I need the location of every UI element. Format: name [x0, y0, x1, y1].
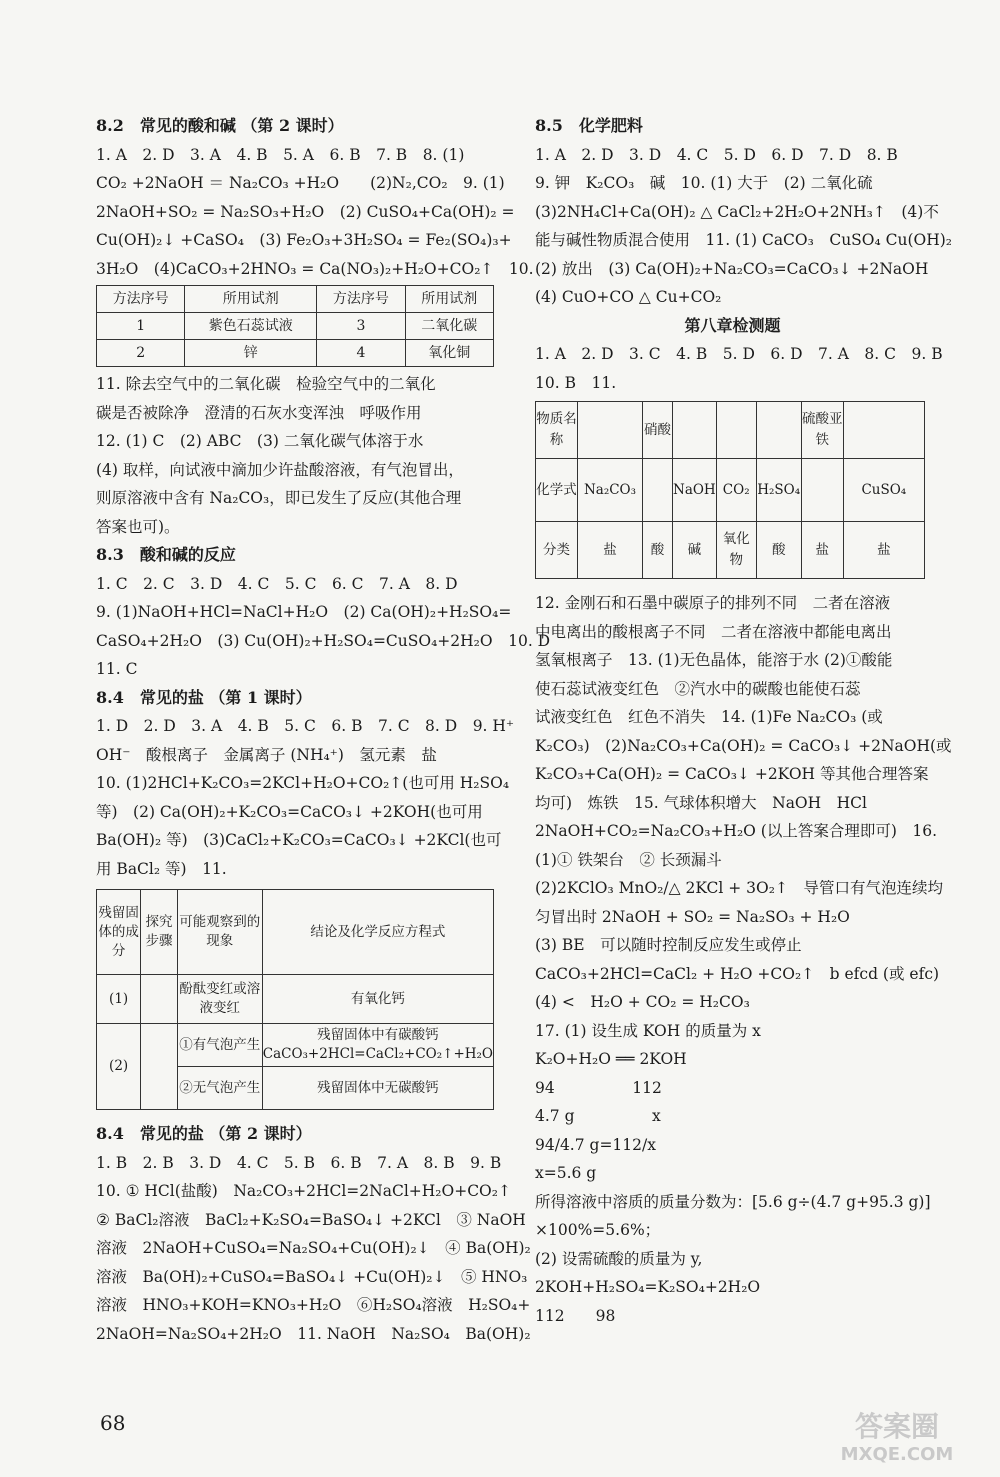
answer-line: 94 112 — [535, 1078, 662, 1097]
answer-line: 3H₂O (4)CaCO₃+2HNO₃ = Ca(NO₃)₂+H₂O+CO₂↑ 10. — [96, 259, 534, 278]
answer-line: (3)2NH₄Cl+Ca(OH)₂ △ CaCl₂+2H₂O+2NH₃↑ (4)不 — [535, 202, 939, 221]
table-row — [97, 975, 494, 1024]
answer-line: K₂CO₃+Ca(OH)₂ = CaCO₃↓ +2KOH 等其他合理答案 — [535, 765, 929, 783]
table-cell — [843, 402, 924, 459]
row-label-cell: 分类 — [536, 522, 578, 579]
answer-line: OH⁻ 酸根离子 金属离子 (NH₄⁺) 氢元素 盐 — [96, 745, 437, 764]
table-header-cell: 方法序号 — [97, 286, 185, 313]
table-cell: 盐 — [843, 522, 924, 579]
table-row — [97, 313, 494, 340]
table-row — [536, 402, 925, 459]
answer-line: 1. A 2. D 3. D 4. C 5. D 6. D 7. D 8. B — [535, 145, 898, 164]
table-cell: 酸 — [756, 522, 801, 579]
answer-line: 所得溶液中溶质的质量分数为：[5.6 g÷(4.7 g+95.3 g)] — [535, 1192, 931, 1211]
answer-line: Ba(OH)₂ 等) (3)CaCl₂+K₂CO₃=CaCO₃↓ +2KCl(也可 — [96, 831, 502, 849]
answer-line: 溶液 2NaOH+CuSO₄=Na₂SO₄+Cu(OH)₂↓ ④ Ba(OH)₂ — [96, 1239, 531, 1257]
answer-line: K₂CO₃) (2)Na₂CO₃+Ca(OH)₂ = CaCO₃↓ +2NaOH(或 — [535, 736, 952, 755]
substance-classification-table — [535, 401, 925, 579]
table-header-cell: 方法序号 — [317, 286, 405, 313]
table-cell: 2 — [97, 340, 185, 367]
table-cell: CuSO₄ — [843, 459, 924, 522]
answer-line: 溶液 HNO₃+KOH=KNO₃+H₂O ⑥H₂SO₄溶液 H₂SO₄+ — [96, 1296, 531, 1314]
left-column — [96, 112, 551, 1348]
table-header-row — [97, 890, 494, 975]
answer-line: (4) 取样，向试液中滴加少许盐酸溶液，有气泡冒出， — [96, 460, 464, 479]
answer-line: 等) (2) Ca(OH)₂+K₂CO₃=CaCO₃↓ +2KOH(也可用 — [96, 802, 483, 821]
residue-analysis-table — [96, 889, 494, 1110]
answer-line: 则原溶液中含有 Na₂CO₃，即已发生了反应(其他合理 — [96, 489, 462, 507]
answer-line: 能与碱性物质混合使用 11. (1) CaCO₃ CuSO₄ Cu(OH)₂ — [535, 231, 953, 249]
answer-line: 11. 除去空气中的二氧化碳 检验空气中的二氧化 — [96, 375, 436, 393]
answer-line: 2NaOH+CO₂=Na₂CO₃+H₂O (以上答案合理即可) 16. — [535, 822, 938, 840]
answer-line: 使石蕊试液变红色 ②汽水中的碳酸也能使石蕊 — [535, 679, 861, 698]
answer-line: (1)① 铁架台 ② 长颈漏斗 — [535, 850, 722, 869]
answer-line: 12. 金刚石和石墨中碳原子的排列不同 二者在溶液 — [535, 594, 891, 612]
table-row — [536, 459, 925, 522]
answer-line: K₂O+H₂O ══ 2KOH — [535, 1050, 687, 1068]
watermark-logo — [822, 1408, 972, 1464]
answer-line: 2NaOH+SO₂ = Na₂SO₃+H₂O (2) CuSO₄+Ca(OH)₂ = — [96, 202, 515, 221]
table-cell: ①有气泡产生 — [177, 1024, 262, 1067]
table-cell — [673, 402, 717, 459]
table-cell: 氧化铜 — [405, 340, 493, 367]
answer-line: 9. 钾 K₂CO₃ 碱 10. (1) 大于 (2) 二氧化硫 — [535, 174, 873, 192]
answer-line: 2NaOH=Na₂SO₄+2H₂O 11. NaOH Na₂SO₄ Ba(OH)₂ — [96, 1324, 531, 1343]
answer-line: 匀冒出时 2NaOH + SO₂ = Na₂SO₃ + H₂O — [535, 907, 850, 926]
table-cell: NaOH — [673, 459, 717, 522]
table-cell — [141, 1024, 178, 1110]
answer-line: Cu(OH)₂↓ +CaSO₄ (3) Fe₂O₃+3H₂SO₄ = Fe₂(SO₄)₃+ — [96, 231, 512, 249]
table-cell: 氧化物 — [716, 522, 756, 579]
table-cell: (2) — [97, 1024, 141, 1110]
answer-line: (2) 放出 (3) Ca(OH)₂+Na₂CO₃=CaCO₃↓ +2NaOH — [535, 259, 929, 278]
table-cell: 3 — [317, 313, 405, 340]
table-header-cell: 结论及化学反应方程式 — [262, 890, 493, 975]
table-row — [536, 522, 925, 579]
table-cell: H₂SO₄ — [756, 459, 801, 522]
answer-line: x=5.6 g — [535, 1164, 597, 1182]
answer-line: CaCO₃+2HCl=CaCl₂ + H₂O +CO₂↑ b efcd (或 efc) — [535, 964, 940, 983]
answer-line: 氢氧根离子 13. (1)无色晶体，能溶于水 (2)①酸能 — [535, 651, 893, 669]
answer-line: (4) CuO+CO △ Cu+CO₂ — [535, 288, 722, 306]
section-heading-8-3: 8.3 酸和碱的反应 — [96, 545, 236, 564]
table-header-cell: 探究步骤 — [141, 890, 178, 975]
answer-line: 溶液 Ba(OH)₂+CuSO₄=BaSO₄↓ +Cu(OH)₂↓ ⑤ HNO₃ — [96, 1267, 528, 1286]
table-cell: 硝酸 — [643, 402, 673, 459]
table-row — [97, 1024, 494, 1067]
table-header-row — [97, 286, 494, 313]
table-cell — [756, 402, 801, 459]
answer-line: (4) < H₂O + CO₂ = H₂CO₃ — [535, 993, 750, 1011]
table-cell: 盐 — [578, 522, 643, 579]
answer-line: 10. ① HCl(盐酸) Na₂CO₃+2HCl=2NaCl+H₂O+CO₂↑ — [96, 1182, 511, 1200]
answer-line: 11. C — [96, 660, 138, 678]
table-cell — [141, 975, 178, 1024]
table-cell: ②无气泡产生 — [177, 1067, 262, 1110]
table-header-cell: 残留固体的成分 — [97, 890, 141, 975]
answer-line: 试液变红色 红色不消失 14. (1)Fe Na₂CO₃ (或 — [535, 708, 883, 726]
table-cell: 紫色石蕊试液 — [185, 313, 317, 340]
answer-line: 94/4.7 g=112/x — [535, 1135, 656, 1154]
table-cell: 残留固体中有碳酸钙 CaCO₃+2HCl=CaCl₂+CO₂↑+H₂O — [262, 1024, 493, 1067]
answer-line: 10. (1)2HCl+K₂CO₃=2KCl+H₂O+CO₂↑(也可用 H₂SO₄ — [96, 774, 510, 792]
answer-line: (2)2KClO₃ MnO₂/△ 2KCl + 3O₂↑ 导管口有气泡连续均 — [535, 879, 943, 897]
answer-line: 1. D 2. D 3. A 4. B 5. C 6. B 7. C 8. D 9. H⁺ — [96, 717, 515, 735]
answer-line: 均可) 炼铁 15. 气球体积增大 NaOH HCl — [535, 793, 867, 812]
table-cell: 酚酞变红或溶液变红 — [177, 975, 262, 1024]
answer-line: (2) 设需硫酸的质量为 y, — [535, 1249, 703, 1268]
table-header-cell: 所用试剂 — [185, 286, 317, 313]
answer-line: 1. A 2. D 3. C 4. B 5. D 6. D 7. A 8. C 9. B — [535, 345, 943, 363]
answer-line: 1. A 2. D 3. A 4. B 5. A 6. B 7. B 8. (1) — [96, 145, 465, 164]
table-cell: 锌 — [185, 340, 317, 367]
table-header-cell: 所用试剂 — [405, 286, 493, 313]
answer-line: 用 BaCl₂ 等) 11. — [96, 859, 227, 878]
table-cell: 硫酸亚铁 — [801, 402, 843, 459]
table-cell: 1 — [97, 313, 185, 340]
answer-line: ② BaCl₂溶液 BaCl₂+K₂SO₄=BaSO₄↓ +2KCl ③ NaOH — [96, 1210, 526, 1229]
answer-line: 2KOH+H₂SO₄=K₂SO₄+2H₂O — [535, 1278, 761, 1296]
answer-line: 答案也可)。 — [96, 517, 180, 536]
table-cell — [716, 402, 756, 459]
answer-line: 1. C 2. C 3. D 4. C 5. C 6. C 7. A 8. D — [96, 574, 458, 593]
table-cell — [801, 459, 843, 522]
answer-line: 碳是否被除净 澄清的石灰水变浑浊 呼吸作用 — [96, 403, 422, 422]
section-heading-8-4-part2: 8.4 常见的盐 （第 2 课时） — [96, 1124, 312, 1143]
table-cell: 酸 — [643, 522, 673, 579]
row-label-cell: 物质名称 — [536, 402, 578, 459]
answer-line: 9. (1)NaOH+HCl=NaCl+H₂O (2) Ca(OH)₂+H₂SO₄= — [96, 603, 512, 621]
row-label-cell: 化学式 — [536, 459, 578, 522]
table-row — [97, 340, 494, 367]
answer-line: 中电离出的酸根离子不同 二者在溶液中都能电离出 — [535, 622, 892, 641]
answer-line: 1. B 2. B 3. D 4. C 5. B 6. B 7. A 8. B 9. B — [96, 1153, 502, 1172]
table-cell: Na₂CO₃ — [578, 459, 643, 522]
page-number: 68 — [100, 1411, 126, 1435]
section-heading-8-4-part1: 8.4 常见的盐 （第 1 课时） — [96, 687, 312, 707]
answer-line: 4.7 g x — [535, 1107, 661, 1125]
table-cell: 盐 — [801, 522, 843, 579]
table-cell: 二氧化碳 — [405, 313, 493, 340]
answer-line: 12. (1) C (2) ABC (3) 二氧化碳气体溶于水 — [96, 432, 424, 450]
watermark-bottom-text: MXQE.COM — [840, 1444, 954, 1465]
answer-line: 10. B 11. — [535, 373, 617, 392]
table-cell — [578, 402, 643, 459]
answer-line: CO₂ +2NaOH ＝ Na₂CO₃ +H₂O (2)N₂,CO₂ 9. (1) — [96, 174, 505, 192]
method-reagent-table — [96, 285, 494, 367]
table-cell: 有氧化钙 — [262, 975, 493, 1024]
section-heading-8-2: 8.2 常见的酸和碱 （第 2 课时） — [96, 116, 344, 135]
table-cell: 残留固体中无碳酸钙 — [262, 1067, 493, 1110]
table-cell: CO₂ — [716, 459, 756, 522]
table-cell — [643, 459, 673, 522]
section-heading-8-5: 8.5 化学肥料 — [535, 116, 643, 135]
answer-line: (3) BE 可以随时控制反应发生或停止 — [535, 936, 802, 954]
answer-line: 112 98 — [535, 1306, 616, 1325]
table-header-cell: 可能观察到的现象 — [177, 890, 262, 975]
answer-line: CaSO₄+2H₂O (3) Cu(OH)₂+H₂SO₄=CuSO₄+2H₂O 10. D — [96, 631, 551, 650]
answer-line: ×100%=5.6%； — [535, 1221, 661, 1239]
table-cell: (1) — [97, 975, 141, 1024]
table-cell: 碱 — [673, 522, 717, 579]
table-cell: 4 — [317, 340, 405, 367]
right-column — [535, 112, 953, 1330]
chapter-test-heading: 第八章检测题 — [684, 315, 781, 335]
answer-line: 17. (1) 设生成 KOH 的质量为 x — [535, 1021, 761, 1040]
watermark-top-text: 答案圈 — [854, 1410, 940, 1443]
